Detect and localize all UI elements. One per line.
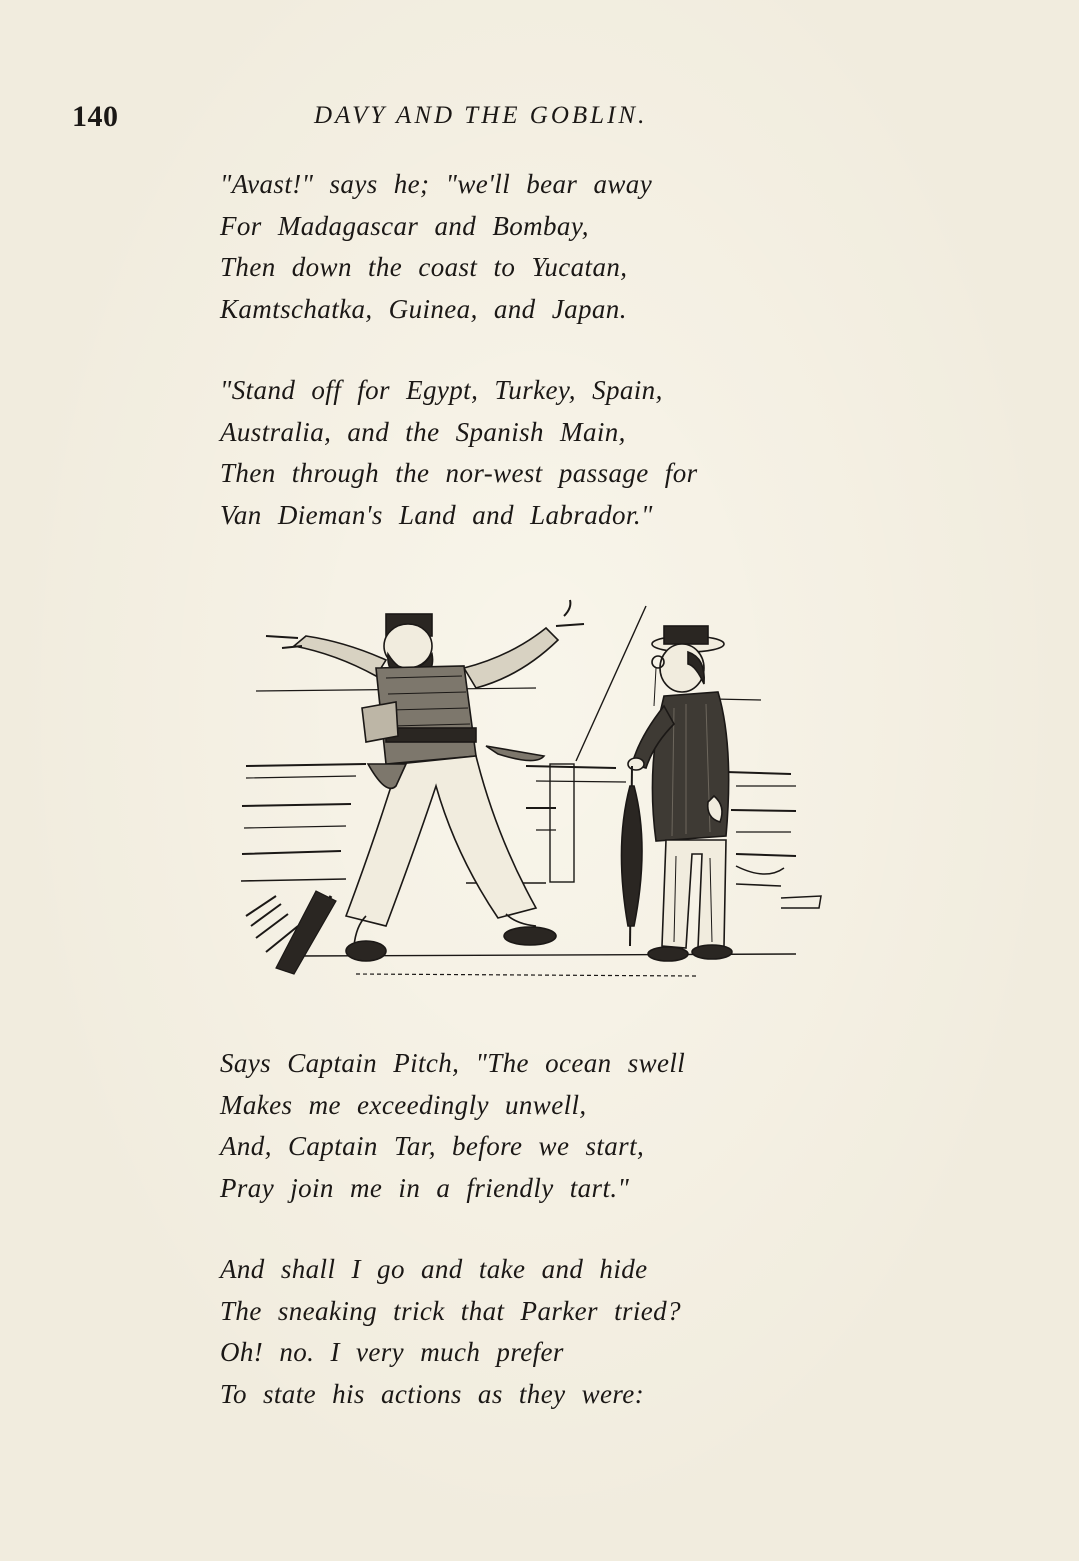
page-header: [72, 100, 752, 140]
stanza-line: To state his actions as they were:: [220, 1378, 645, 1409]
stanza-line: "Stand off for Egypt, Turkey, Spain,: [220, 375, 663, 405]
stanza-line: Australia, and the Spanish Main,: [220, 416, 626, 447]
stanza-line: Oh! no. I very much prefer: [220, 1337, 564, 1367]
stanza-2: [220, 370, 840, 536]
stanza-line: And shall I go and take and hide: [220, 1254, 648, 1284]
page-number: 140: [72, 100, 119, 133]
stanza-4: [220, 1249, 840, 1415]
ship-deck-illustration: [236, 596, 826, 988]
stanza-line: Says Captain Pitch, "The ocean swell: [220, 1048, 686, 1078]
stanza-line: The sneaking trick that Parker tried?: [220, 1295, 681, 1326]
stanza-line: Then down the coast to Yucatan,: [220, 252, 628, 282]
stanza-3: [220, 1043, 840, 1209]
running-title: DAVY AND THE GOBLIN.: [314, 102, 648, 129]
stanza-line: And, Captain Tar, before we start,: [220, 1131, 645, 1161]
stanza-line: Makes me exceedingly unwell,: [220, 1089, 587, 1120]
stanza-line: For Madagascar and Bombay,: [220, 210, 589, 241]
stanza-line: Van Dieman's Land and Labrador.": [220, 499, 653, 530]
stanza-line: Then through the nor-west passage for: [220, 458, 698, 488]
stanza-line: "Avast!" says he; "we'll bear away: [220, 169, 653, 199]
stanza-line: Pray join me in a friendly tart.": [220, 1172, 630, 1203]
stanza-line: Kamtschatka, Guinea, and Japan.: [220, 293, 627, 324]
stanza-1: [220, 164, 840, 330]
